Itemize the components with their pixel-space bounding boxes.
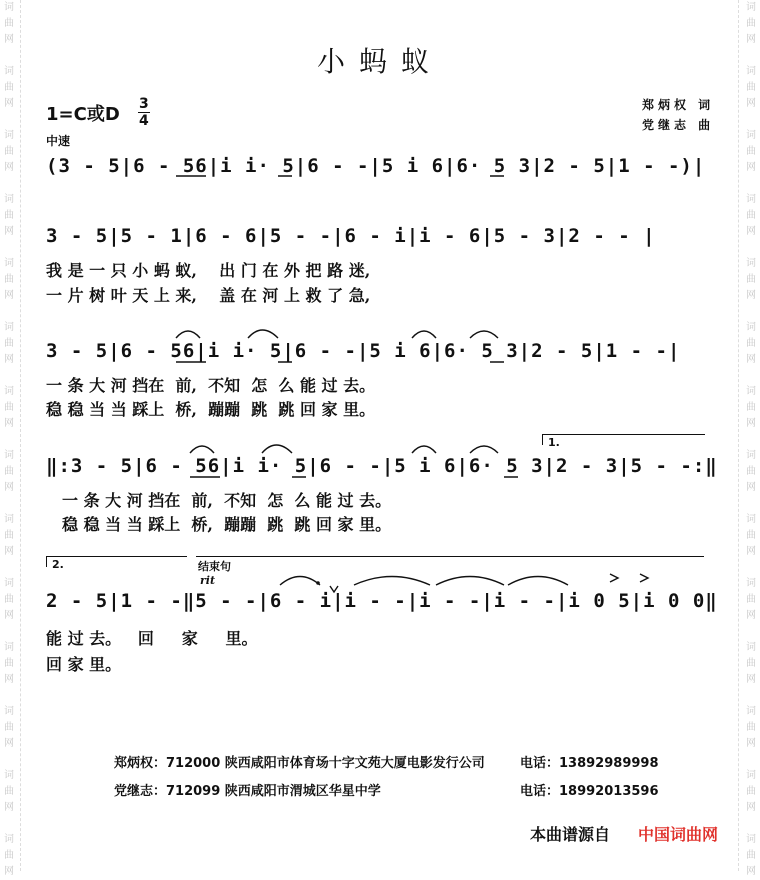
slur bbox=[248, 330, 278, 338]
lyric-line-4-verse1: 一 条 大 河 挡在 前, 不知 怎 么 能 过 去。 bbox=[62, 491, 392, 510]
slur bbox=[280, 577, 320, 586]
lyric-line-2-verse2: 一 片 树 叶 天 上 来, 盖 在 河 上 救 了 急, bbox=[46, 286, 371, 305]
slur bbox=[176, 331, 200, 338]
notation-line-5: 2 - 5|1 - -‖5 - -|6 - i|i - -|i - -|i - -|i 0 5|i 0 0‖ bbox=[46, 590, 718, 612]
slur bbox=[436, 577, 504, 586]
lyric-line-5-verse2: 回 家 里。 bbox=[46, 655, 122, 674]
meter-bottom: 4 bbox=[139, 113, 149, 129]
second-ending-label: 2. bbox=[52, 558, 64, 571]
accent bbox=[610, 574, 618, 582]
slur bbox=[190, 446, 214, 453]
rit-marking: rit bbox=[200, 574, 216, 587]
lyric-line-3-verse2: 稳 稳 当 当 踩上 桥, 蹦蹦 跳 跳 回 家 里。 bbox=[46, 400, 376, 419]
lyric-line-3-verse1: 一 条 大 河 挡在 前, 不知 怎 么 能 过 去。 bbox=[46, 376, 376, 395]
notation-line-4: ‖:3 - 5|6 - 56|i i· 5|6 - -|5 i 6|6· 5 3|2 - 3|5 - -:‖ bbox=[46, 455, 718, 477]
slur bbox=[412, 446, 436, 453]
notation-line-2: 3 - 5|5 - 1|6 - 6|5 - -|6 - i|i - 6|5 - 3|2 - - | bbox=[46, 225, 656, 247]
accent bbox=[640, 574, 648, 582]
contact-zheng: 郑炳权：712000 陕西咸阳市体育场十字文苑大厦电影发行公司 bbox=[114, 756, 485, 771]
slur bbox=[354, 577, 430, 586]
breath-mark bbox=[330, 586, 338, 592]
lyric-line-5-verse1: 能 过 去。 回 家 里。 bbox=[46, 629, 258, 648]
song-title: 小蚂蚁 bbox=[316, 45, 443, 78]
slur bbox=[412, 331, 436, 338]
contact-dang: 党继志：712099 陕西咸阳市渭城区华星中学 bbox=[114, 784, 381, 799]
source-label: 本曲谱源自 bbox=[530, 825, 611, 844]
contact-dang-phone: 电话：18992013596 bbox=[520, 784, 659, 799]
fermata-dot bbox=[316, 581, 320, 585]
right-watermark: 词 曲 网 词 曲 网 词 曲 网 词 曲 网 词 曲 网 词 曲 网 词 曲 网 词 曲 网 词 曲 网 词 曲 网 词 曲 网 词 曲 网 词 曲 网 词 曲 网 bbox=[746, 2, 756, 877]
lyricist-credit: 郑炳权 词 bbox=[642, 98, 715, 112]
source-site-link[interactable]: 中国词曲网 bbox=[638, 825, 719, 844]
lyric-line-4-verse2: 稳 稳 当 当 踩上 桥, 蹦蹦 跳 跳 回 家 里。 bbox=[62, 515, 392, 534]
meter-top: 3 bbox=[139, 96, 149, 112]
composer-credit: 党继志 曲 bbox=[642, 118, 715, 132]
notation-line-intro: (3 - 5|6 - 56|i i· 5|6 - -|5 i 6|6· 5 3|2 - 5|1 - -)| bbox=[46, 155, 706, 177]
notation-line-3: 3 - 5|6 - 56|i i· 5|6 - -|5 i 6|6· 5 3|2 - 5|1 - -| bbox=[46, 340, 681, 362]
contact-zheng-phone: 电话：13892989998 bbox=[520, 756, 659, 771]
key-signature: 1=C或D bbox=[46, 104, 120, 125]
slur bbox=[262, 445, 292, 453]
slur bbox=[470, 446, 498, 453]
slur bbox=[470, 331, 498, 338]
tempo-marking: 中速 bbox=[46, 134, 71, 148]
left-watermark: 词 曲 网 词 曲 网 词 曲 网 词 曲 网 词 曲 网 词 曲 网 词 曲 网 词 曲 网 词 曲 网 词 曲 网 词 曲 网 词 曲 网 词 曲 网 词 曲 网 bbox=[4, 2, 14, 877]
lyric-line-2-verse1: 我 是 一 只 小 蚂 蚁, 出 门 在 外 把 路 迷, bbox=[46, 261, 371, 280]
slur bbox=[508, 577, 568, 586]
first-ending-label: 1. bbox=[548, 436, 560, 449]
coda-label: 结束句 bbox=[198, 560, 231, 573]
